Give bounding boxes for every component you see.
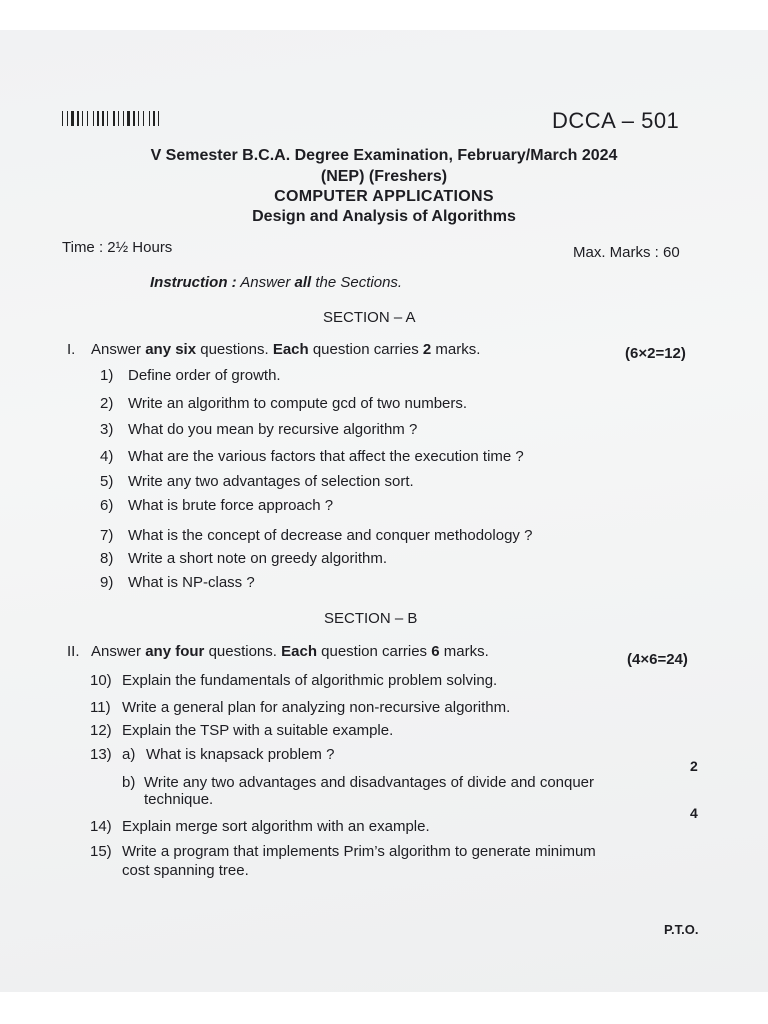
- question-13: [90, 746, 334, 763]
- barcode-bar: [97, 111, 99, 126]
- course-code: DCCA – 501: [552, 108, 680, 133]
- section-b-marks: (4×6=24): [627, 651, 688, 668]
- barcode-bar: [113, 111, 115, 126]
- question-text: Write a program that implements Prim’s algorithm to generate minimum: [122, 843, 596, 860]
- directions-text: question carries: [312, 341, 419, 358]
- question-number: 12): [90, 722, 112, 739]
- barcode-bar: [158, 111, 159, 126]
- question-text: Write any two advantages of selection sort.: [128, 473, 414, 490]
- question-11: [90, 699, 510, 716]
- question-number: 15): [90, 843, 112, 860]
- question-text: Write an algorithm to compute gcd of two numbers.: [128, 395, 468, 412]
- question-8: [100, 550, 387, 567]
- barcode-bar: [153, 111, 155, 126]
- directions-text: Answer: [91, 643, 142, 660]
- barcode-bar: [87, 111, 88, 126]
- question-number: 13): [90, 746, 112, 763]
- directions-any: any six: [145, 341, 197, 358]
- instruction-text-post: the Sections.: [315, 274, 403, 291]
- directions-text: questions.: [200, 341, 269, 358]
- question-15-cont: cost spanning tree.: [122, 862, 249, 879]
- question-number: 14): [90, 818, 112, 835]
- question-10: [90, 672, 497, 689]
- barcode-bar: [82, 111, 83, 126]
- paper-title: Design and Analysis of Algorithms: [252, 208, 516, 225]
- barcode-bar: [93, 111, 94, 126]
- question-text: What is NP-class ?: [128, 574, 255, 591]
- question-text: Explain the TSP with a suitable example.: [122, 722, 394, 739]
- directions-marks-num: 2: [422, 341, 432, 358]
- question-number: 9): [100, 574, 114, 591]
- section-a-marks: (6×2=12): [625, 345, 686, 362]
- directions-each: Each: [272, 341, 309, 358]
- part-number: I.: [67, 341, 76, 358]
- directions-text: marks.: [443, 643, 489, 660]
- instruction-text-pre: Answer: [240, 274, 291, 291]
- q13b-marks: 4: [690, 805, 698, 821]
- subject-title: COMPUTER APPLICATIONS: [274, 188, 494, 205]
- question-number: 4): [100, 448, 114, 465]
- barcode-bar: [107, 111, 108, 126]
- question-text: What is brute force approach ?: [128, 497, 334, 514]
- barcode-bar: [102, 111, 104, 126]
- question-number: 10): [90, 672, 112, 689]
- question-number: 6): [100, 497, 114, 514]
- subquestion-text: Write any two advantages and disadvantages of divide and conquer: [144, 774, 595, 791]
- directions-text: question carries: [321, 643, 428, 660]
- question-5: [100, 473, 414, 490]
- directions-each: Each: [281, 643, 317, 660]
- question-text: Explain the fundamentals of algorithmic problem solving.: [122, 672, 498, 689]
- question-15: [90, 843, 596, 860]
- page-turn-over: P.T.O.: [664, 922, 699, 937]
- section-a-directions: [67, 341, 480, 358]
- question-number: 8): [100, 550, 114, 567]
- subquestion-text: What is knapsack problem ?: [146, 746, 335, 763]
- barcode-bar: [67, 111, 68, 126]
- q13a-marks: 2: [690, 758, 698, 774]
- barcode-bar: [123, 111, 124, 126]
- instruction-label: Instruction :: [150, 274, 237, 291]
- question-3: [100, 421, 417, 438]
- question-text: Explain merge sort algorithm with an example.: [122, 818, 430, 835]
- subquestion-label: b): [122, 774, 136, 791]
- scheme-line: (NEP) (Freshers): [320, 168, 448, 185]
- question-number: 3): [100, 421, 114, 438]
- directions-any: any four: [145, 643, 205, 660]
- question-number: 5): [100, 473, 114, 490]
- max-marks: Max. Marks : 60: [573, 244, 680, 261]
- question-4: [100, 448, 524, 465]
- barcode-bar: [127, 111, 130, 126]
- question-text: What do you mean by recursive algorithm ?: [128, 421, 418, 438]
- barcode-bar: [118, 111, 119, 126]
- section-a-heading: SECTION – A: [323, 309, 416, 326]
- question-1: [100, 367, 281, 384]
- question-text: Write a general plan for analyzing non-recursive algorithm.: [122, 699, 511, 716]
- question-number: 2): [100, 395, 114, 412]
- section-b-directions: [67, 643, 489, 660]
- question-13b: [122, 774, 594, 791]
- directions-text: questions.: [208, 643, 277, 660]
- question-number: 1): [100, 367, 114, 384]
- section-b-heading: SECTION – B: [324, 610, 418, 627]
- barcode-bar: [138, 111, 139, 126]
- question-12: [90, 722, 393, 739]
- question-text: What is the concept of decrease and conquer methodology ?: [128, 527, 533, 544]
- question-text: Define order of growth.: [128, 367, 281, 384]
- question-text: What are the various factors that affect the execution time ?: [128, 448, 524, 465]
- question-6: [100, 497, 333, 514]
- question-13b-cont: technique.: [144, 791, 214, 808]
- instruction-line: [150, 274, 402, 291]
- part-number: II.: [67, 643, 80, 660]
- barcode-bar: [133, 111, 135, 126]
- barcode-bar: [149, 111, 150, 126]
- barcode: [62, 111, 190, 126]
- exam-title: V Semester B.C.A. Degree Examination, February/March 2024: [150, 147, 618, 164]
- subquestion-label: a): [122, 746, 136, 763]
- barcode-bar: [77, 111, 79, 126]
- directions-marks-num: 6: [431, 643, 440, 660]
- question-2: [100, 395, 467, 412]
- question-7: [100, 527, 532, 544]
- time-duration: Time : 2½ Hours: [62, 239, 173, 256]
- barcode-bar: [143, 111, 144, 126]
- question-text: Write a short note on greedy algorithm.: [128, 550, 388, 567]
- question-number: 7): [100, 527, 114, 544]
- question-9: [100, 574, 255, 591]
- barcode-bar: [62, 111, 63, 126]
- question-14: [90, 818, 430, 835]
- instruction-text-all: all: [294, 274, 312, 291]
- directions-text: Answer: [91, 341, 142, 358]
- question-number: 11): [90, 699, 111, 716]
- directions-text: marks.: [435, 341, 481, 358]
- barcode-bar: [71, 111, 74, 126]
